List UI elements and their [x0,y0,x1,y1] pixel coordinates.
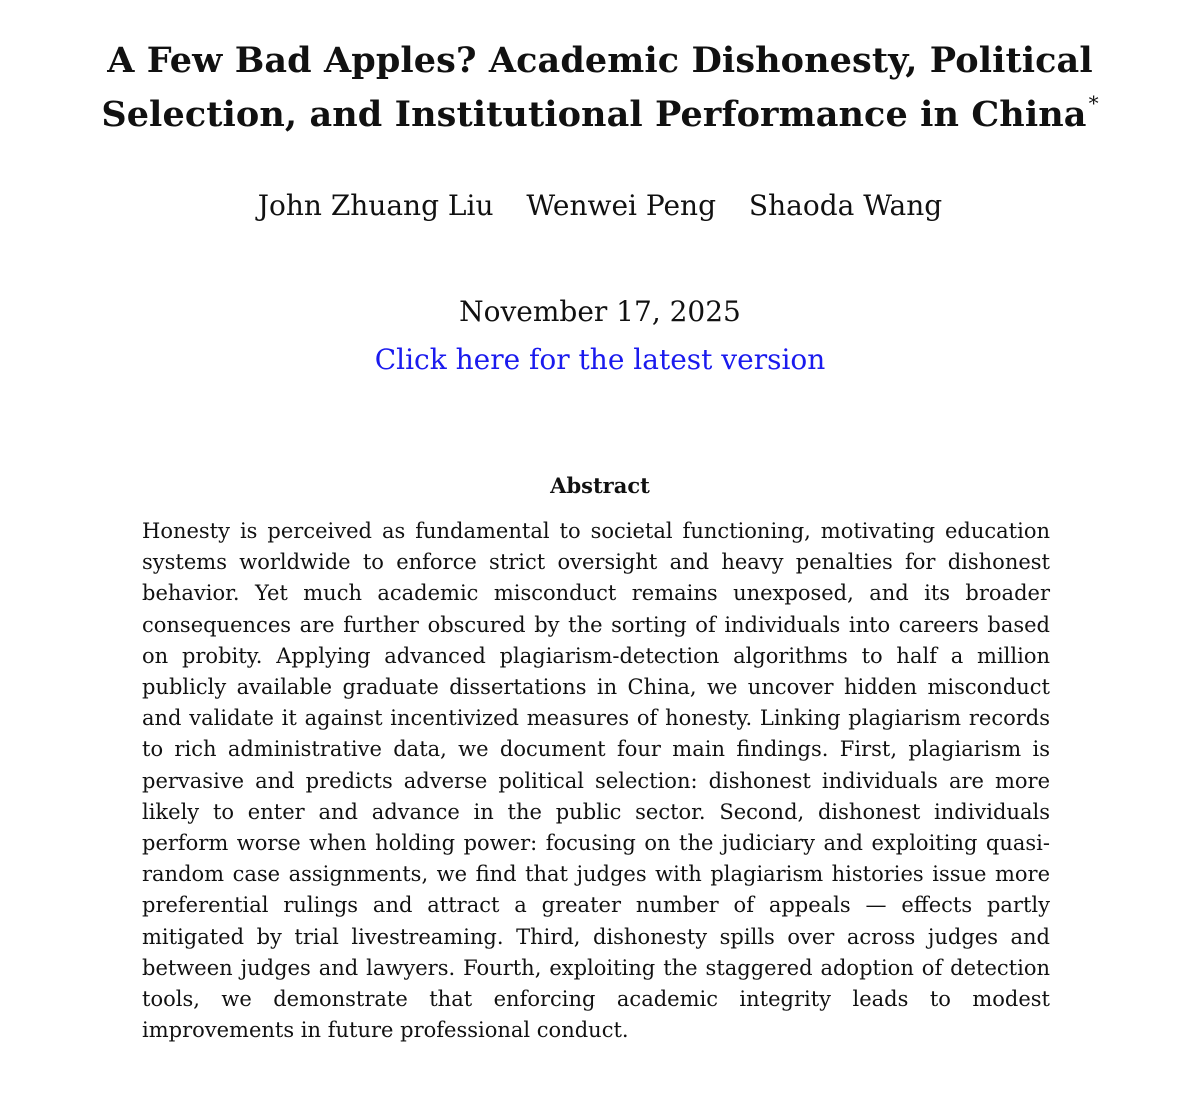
author-name: John Zhuang Liu [257,189,494,222]
latest-version-link[interactable]: Click here for the latest version [374,343,826,376]
abstract-text: Honesty is perceived as fundamental to societal functioning, motivating education systems worldwide to enforce strict oversight and heavy penalties for dishonest behavior. Yet much academic misconduct remains unexposed, and its broader consequences are further obscured by the sorting of individuals into careers based on probity. Applying advanced plagiarism-detection algorithms to half a million publicly available graduate dissertations in China, we uncover hidden misconduct and validate it against incentivized measures of honesty. Linking plagiarism records to rich administrative data, we document four main findings. First, plagiarism is pervasive and predicts adverse political selection: dishonest individuals are more likely to enter and advance in the public sector. Second, dishonest individuals perform worse when holding power: focusing on the judiciary and exploiting quasi-random case assignments, we find that judges with plagiarism histories issue more preferential rulings and attract a greater number of appeals — effects partly mitigated by trial livestreaming. Third, dishonesty spills over across judges and between judges and lawyers. Fourth, exploiting the staggered adoption of detection tools, we demonstrate that enforcing academic integrity leads to modest improvements in future professional conduct. [142,519,1050,1043]
author-name: Shaoda Wang [748,189,943,222]
abstract-heading: Abstract [550,473,650,498]
paper-title-line-2: Selection, and Institutional Performance in China [101,94,1087,135]
latest-version-link-container [0,340,1200,380]
paper-title-line-1: A Few Bad Apples? Academic Dishonesty, Political [107,40,1093,81]
publication-date: November 17, 2025 [459,295,741,328]
paper-title [60,34,1140,142]
author-list [0,186,1200,226]
author-name: Wenwei Peng [526,189,717,222]
title-footnote-mark[interactable]: * [1088,91,1099,115]
